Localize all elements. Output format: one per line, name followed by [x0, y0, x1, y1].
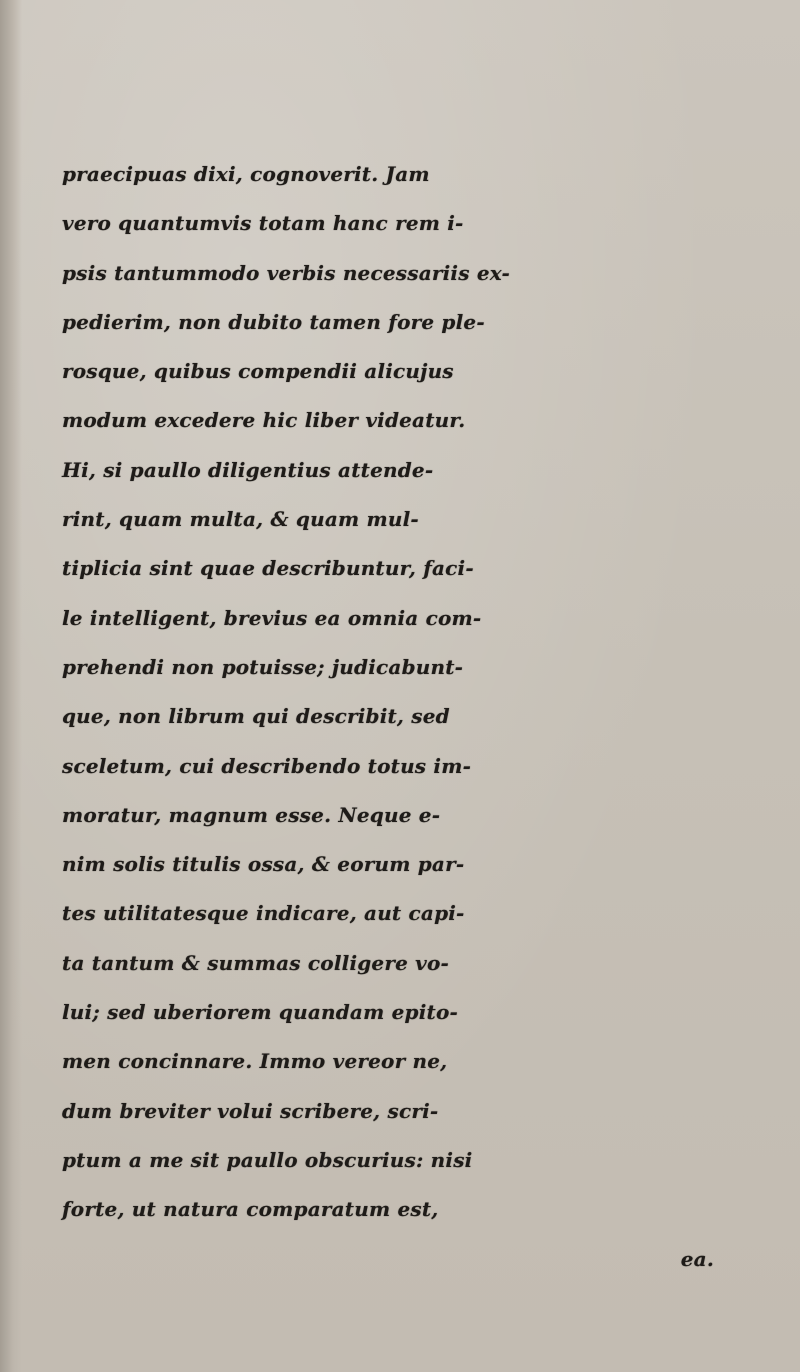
text-line: nim solis titulis ossa, & eorum par-: [62, 852, 465, 877]
text-line: modum excedere hic liber videatur.: [62, 408, 466, 433]
text-line: sceletum, cui describendo totus im-: [62, 753, 472, 778]
text-line: moratur, magnum esse. Neque e-: [62, 802, 441, 827]
text-line: forte, ut natura comparatum est,: [62, 1197, 439, 1222]
text-line: men concinnare. Immo vereor ne,: [62, 1049, 448, 1074]
text-line: tes utilitatesque indicare, aut capi-: [62, 901, 465, 926]
text-line: praecipuas dixi, cognoverit. Jam: [62, 162, 430, 186]
body-text: [62, 150, 762, 1284]
text-line: pedierim, non dubito tamen fore ple-: [62, 309, 485, 334]
text-line: vero quantumvis totam hanc rem i-: [62, 211, 464, 236]
text-line: rosque, quibus compendii alicujus: [62, 359, 454, 384]
text-line: que, non librum qui describit, sed: [62, 704, 450, 729]
text-line: psis tantummodo verbis necessariis ex-: [62, 260, 511, 285]
page-gutter-shadow: [0, 0, 22, 1372]
text-line: le intelligent, brevius ea omnia com-: [62, 605, 482, 630]
text-line: rint, quam multa, & quam mul-: [62, 507, 419, 532]
text-line: prehendi non potuisse; judicabunt-: [62, 654, 464, 679]
text-line: dum breviter volui scribere, scri-: [62, 1098, 439, 1123]
text-line: ta tantum & summas colligere vo-: [62, 950, 450, 975]
catchword: ea.: [680, 1246, 714, 1271]
text-line: tiplicia sint quae describuntur, faci-: [62, 556, 474, 581]
text-line: lui; sed uberiorem quandam epito-: [62, 1000, 459, 1025]
text-line: ptum a me sit paullo obscurius: nisi: [62, 1147, 473, 1172]
text-line: Hi, si paullo diligentius attende-: [62, 457, 434, 482]
